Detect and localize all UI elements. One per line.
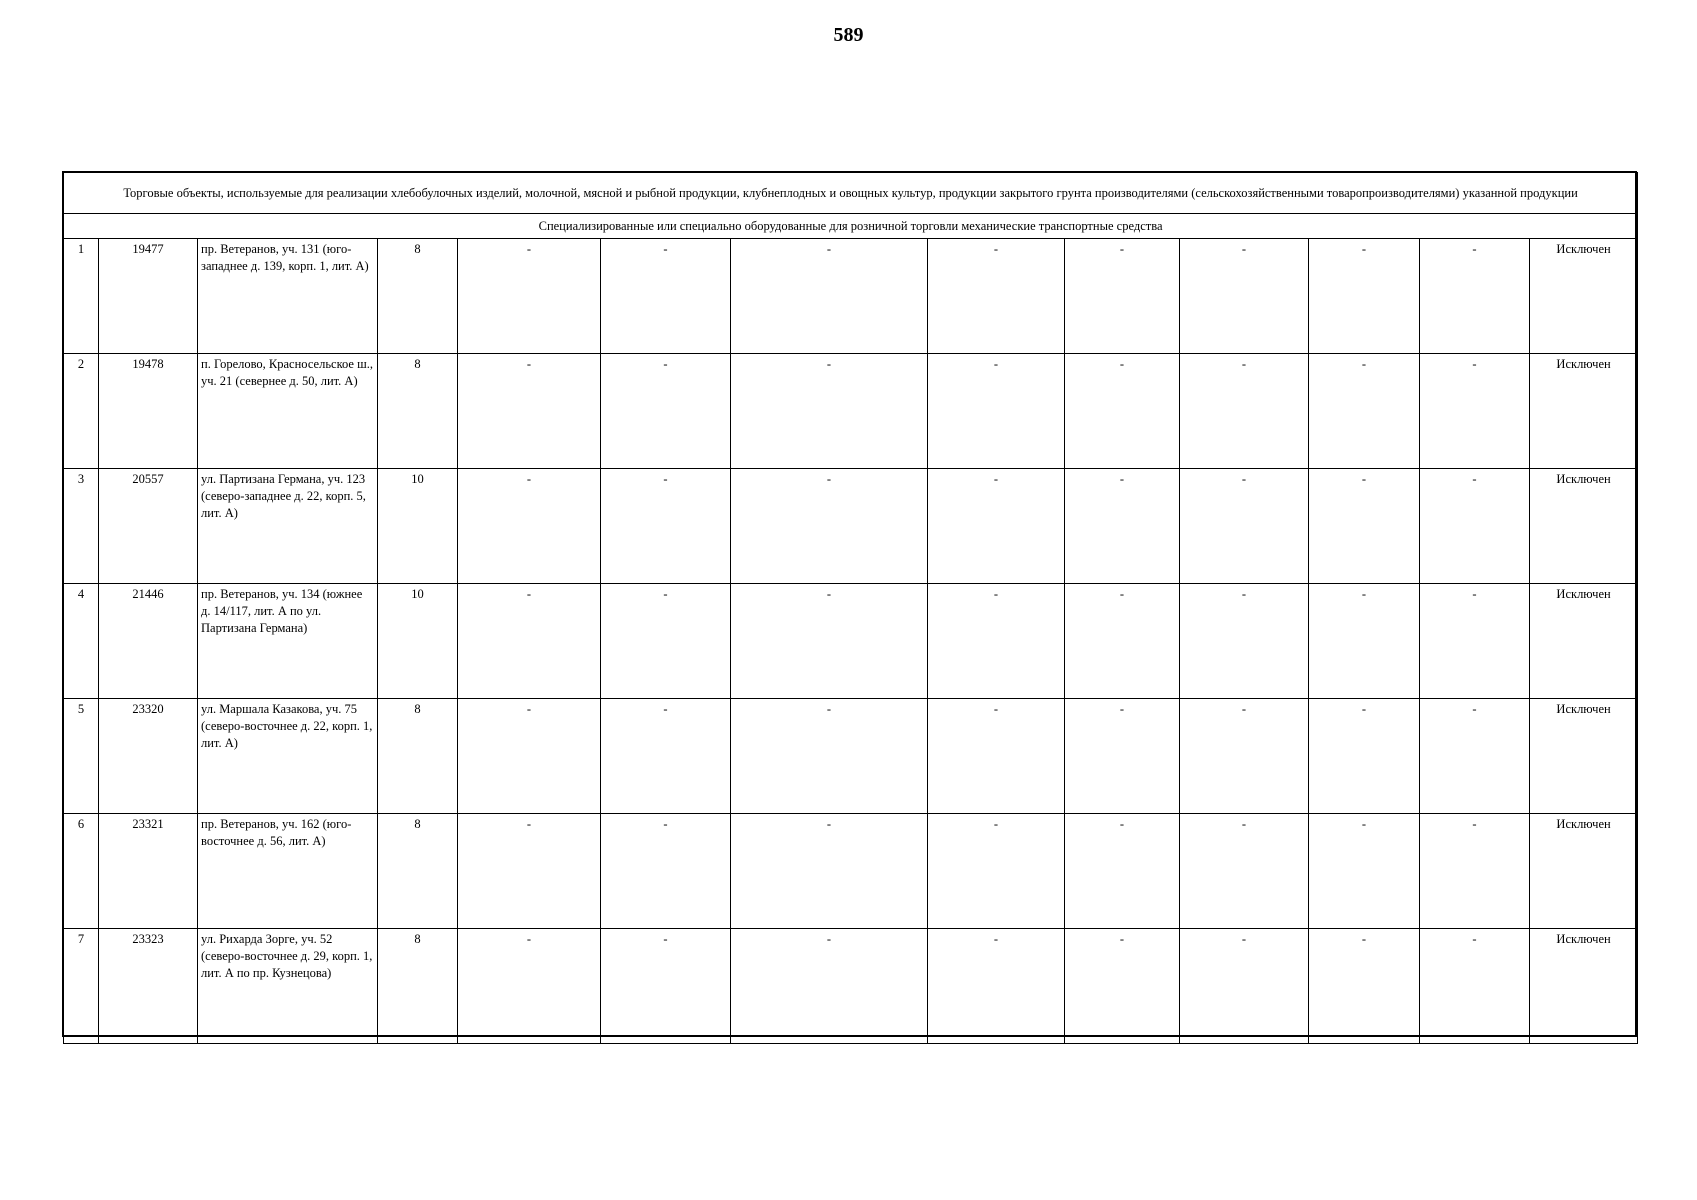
address-cell: пр. Ветеранов, уч. 134 (южнее д. 14/117, лит. А по ул. Партизана Германа) (198, 584, 378, 699)
table-row (64, 239, 1638, 354)
empty-value-cell: - (1420, 354, 1530, 469)
empty-value-cell: - (1180, 354, 1309, 469)
empty-value-cell: - (731, 699, 928, 814)
empty-value-cell: - (1420, 699, 1530, 814)
object-id-cell: 21446 (99, 584, 198, 699)
empty-value-cell: - (928, 239, 1065, 354)
status-cell: Исключен (1530, 929, 1638, 1044)
empty-value-cell: - (1180, 814, 1309, 929)
status-cell: Исключен (1530, 699, 1638, 814)
empty-value-cell: - (601, 584, 731, 699)
address-cell: ул. Маршала Казакова, уч. 75 (северо-восточнее д. 22, корп. 1, лит. А) (198, 699, 378, 814)
empty-value-cell: - (1065, 814, 1180, 929)
empty-value-cell: - (1180, 239, 1309, 354)
table-row (64, 469, 1638, 584)
empty-value-cell: - (928, 814, 1065, 929)
empty-value-cell: - (1065, 239, 1180, 354)
status-cell: Исключен (1530, 354, 1638, 469)
empty-value-cell: - (1420, 584, 1530, 699)
empty-value-cell: - (1309, 469, 1420, 584)
row-number-cell: 1 (64, 239, 99, 354)
empty-value-cell: - (1065, 584, 1180, 699)
address-cell: ул. Партизана Германа, уч. 123 (северо-западнее д. 22, корп. 5, лит. А) (198, 469, 378, 584)
section-header-row (64, 173, 1638, 214)
empty-value-cell: - (601, 354, 731, 469)
empty-value-cell: - (731, 814, 928, 929)
value-cell: 10 (378, 469, 458, 584)
empty-value-cell: - (928, 584, 1065, 699)
row-number-cell: 6 (64, 814, 99, 929)
empty-value-cell: - (1309, 239, 1420, 354)
empty-value-cell: - (1180, 929, 1309, 1044)
object-id-cell: 19478 (99, 354, 198, 469)
address-cell: п. Горелово, Красносельское ш., уч. 21 (севернее д. 50, лит. А) (198, 354, 378, 469)
status-cell: Исключен (1530, 814, 1638, 929)
page-number: 589 (833, 24, 864, 46)
empty-value-cell: - (1309, 354, 1420, 469)
value-cell: 10 (378, 584, 458, 699)
empty-value-cell: - (601, 929, 731, 1044)
address-cell: пр. Ветеранов, уч. 131 (юго-западнее д. 139, корп. 1, лит. А) (198, 239, 378, 354)
table-row (64, 929, 1638, 1044)
object-id-cell: 19477 (99, 239, 198, 354)
empty-value-cell: - (458, 584, 601, 699)
row-number-cell: 4 (64, 584, 99, 699)
row-number-cell: 7 (64, 929, 99, 1044)
table-row (64, 584, 1638, 699)
value-cell: 8 (378, 354, 458, 469)
empty-value-cell: - (1065, 354, 1180, 469)
empty-value-cell: - (1180, 584, 1309, 699)
row-number-cell: 3 (64, 469, 99, 584)
empty-value-cell: - (458, 699, 601, 814)
empty-value-cell: - (458, 354, 601, 469)
object-id-cell: 23320 (99, 699, 198, 814)
value-cell: 8 (378, 929, 458, 1044)
empty-value-cell: - (928, 699, 1065, 814)
empty-value-cell: - (928, 929, 1065, 1044)
subsection-header-row (64, 214, 1638, 239)
empty-value-cell: - (458, 469, 601, 584)
empty-value-cell: - (731, 469, 928, 584)
empty-value-cell: - (928, 354, 1065, 469)
address-cell: ул. Рихарда Зорге, уч. 52 (северо-восточнее д. 29, корп. 1, лит. А по пр. Кузнецова) (198, 929, 378, 1044)
empty-value-cell: - (1180, 469, 1309, 584)
status-cell: Исключен (1530, 239, 1638, 354)
subsection-title: Специализированные или специально оборудованные для розничной торговли механические транспортные средства (64, 214, 1638, 239)
empty-value-cell: - (601, 699, 731, 814)
empty-value-cell: - (731, 584, 928, 699)
empty-value-cell: - (1309, 584, 1420, 699)
empty-value-cell: - (458, 239, 601, 354)
status-cell: Исключен (1530, 469, 1638, 584)
value-cell: 8 (378, 814, 458, 929)
status-cell: Исключен (1530, 584, 1638, 699)
empty-value-cell: - (1309, 929, 1420, 1044)
table-row (64, 354, 1638, 469)
empty-value-cell: - (1420, 239, 1530, 354)
empty-value-cell: - (601, 814, 731, 929)
empty-value-cell: - (458, 929, 601, 1044)
object-id-cell: 23321 (99, 814, 198, 929)
object-id-cell: 23323 (99, 929, 198, 1044)
address-cell: пр. Ветеранов, уч. 162 (юго-восточнее д. 56, лит. А) (198, 814, 378, 929)
empty-value-cell: - (1420, 929, 1530, 1044)
empty-value-cell: - (1180, 699, 1309, 814)
empty-value-cell: - (1065, 699, 1180, 814)
empty-value-cell: - (1420, 469, 1530, 584)
empty-value-cell: - (1309, 699, 1420, 814)
empty-value-cell: - (1065, 929, 1180, 1044)
empty-value-cell: - (1309, 814, 1420, 929)
row-number-cell: 5 (64, 699, 99, 814)
row-number-cell: 2 (64, 354, 99, 469)
empty-value-cell: - (601, 469, 731, 584)
registry-table (63, 172, 1638, 1044)
value-cell: 8 (378, 239, 458, 354)
empty-value-cell: - (1065, 469, 1180, 584)
table-row (64, 814, 1638, 929)
value-cell: 8 (378, 699, 458, 814)
empty-value-cell: - (731, 929, 928, 1044)
empty-value-cell: - (601, 239, 731, 354)
empty-value-cell: - (1420, 814, 1530, 929)
empty-value-cell: - (928, 469, 1065, 584)
table-row (64, 699, 1638, 814)
empty-value-cell: - (731, 239, 928, 354)
object-id-cell: 20557 (99, 469, 198, 584)
empty-value-cell: - (731, 354, 928, 469)
empty-value-cell: - (458, 814, 601, 929)
section-title: Торговые объекты, используемые для реализации хлебобулочных изделий, молочной, мясной и рыбной продукции, клубнеплодных и овощных культур, продукции закрытого грунта производителями (сельскохозяйственными товаропроизводителями) указанной продукции (64, 173, 1638, 214)
